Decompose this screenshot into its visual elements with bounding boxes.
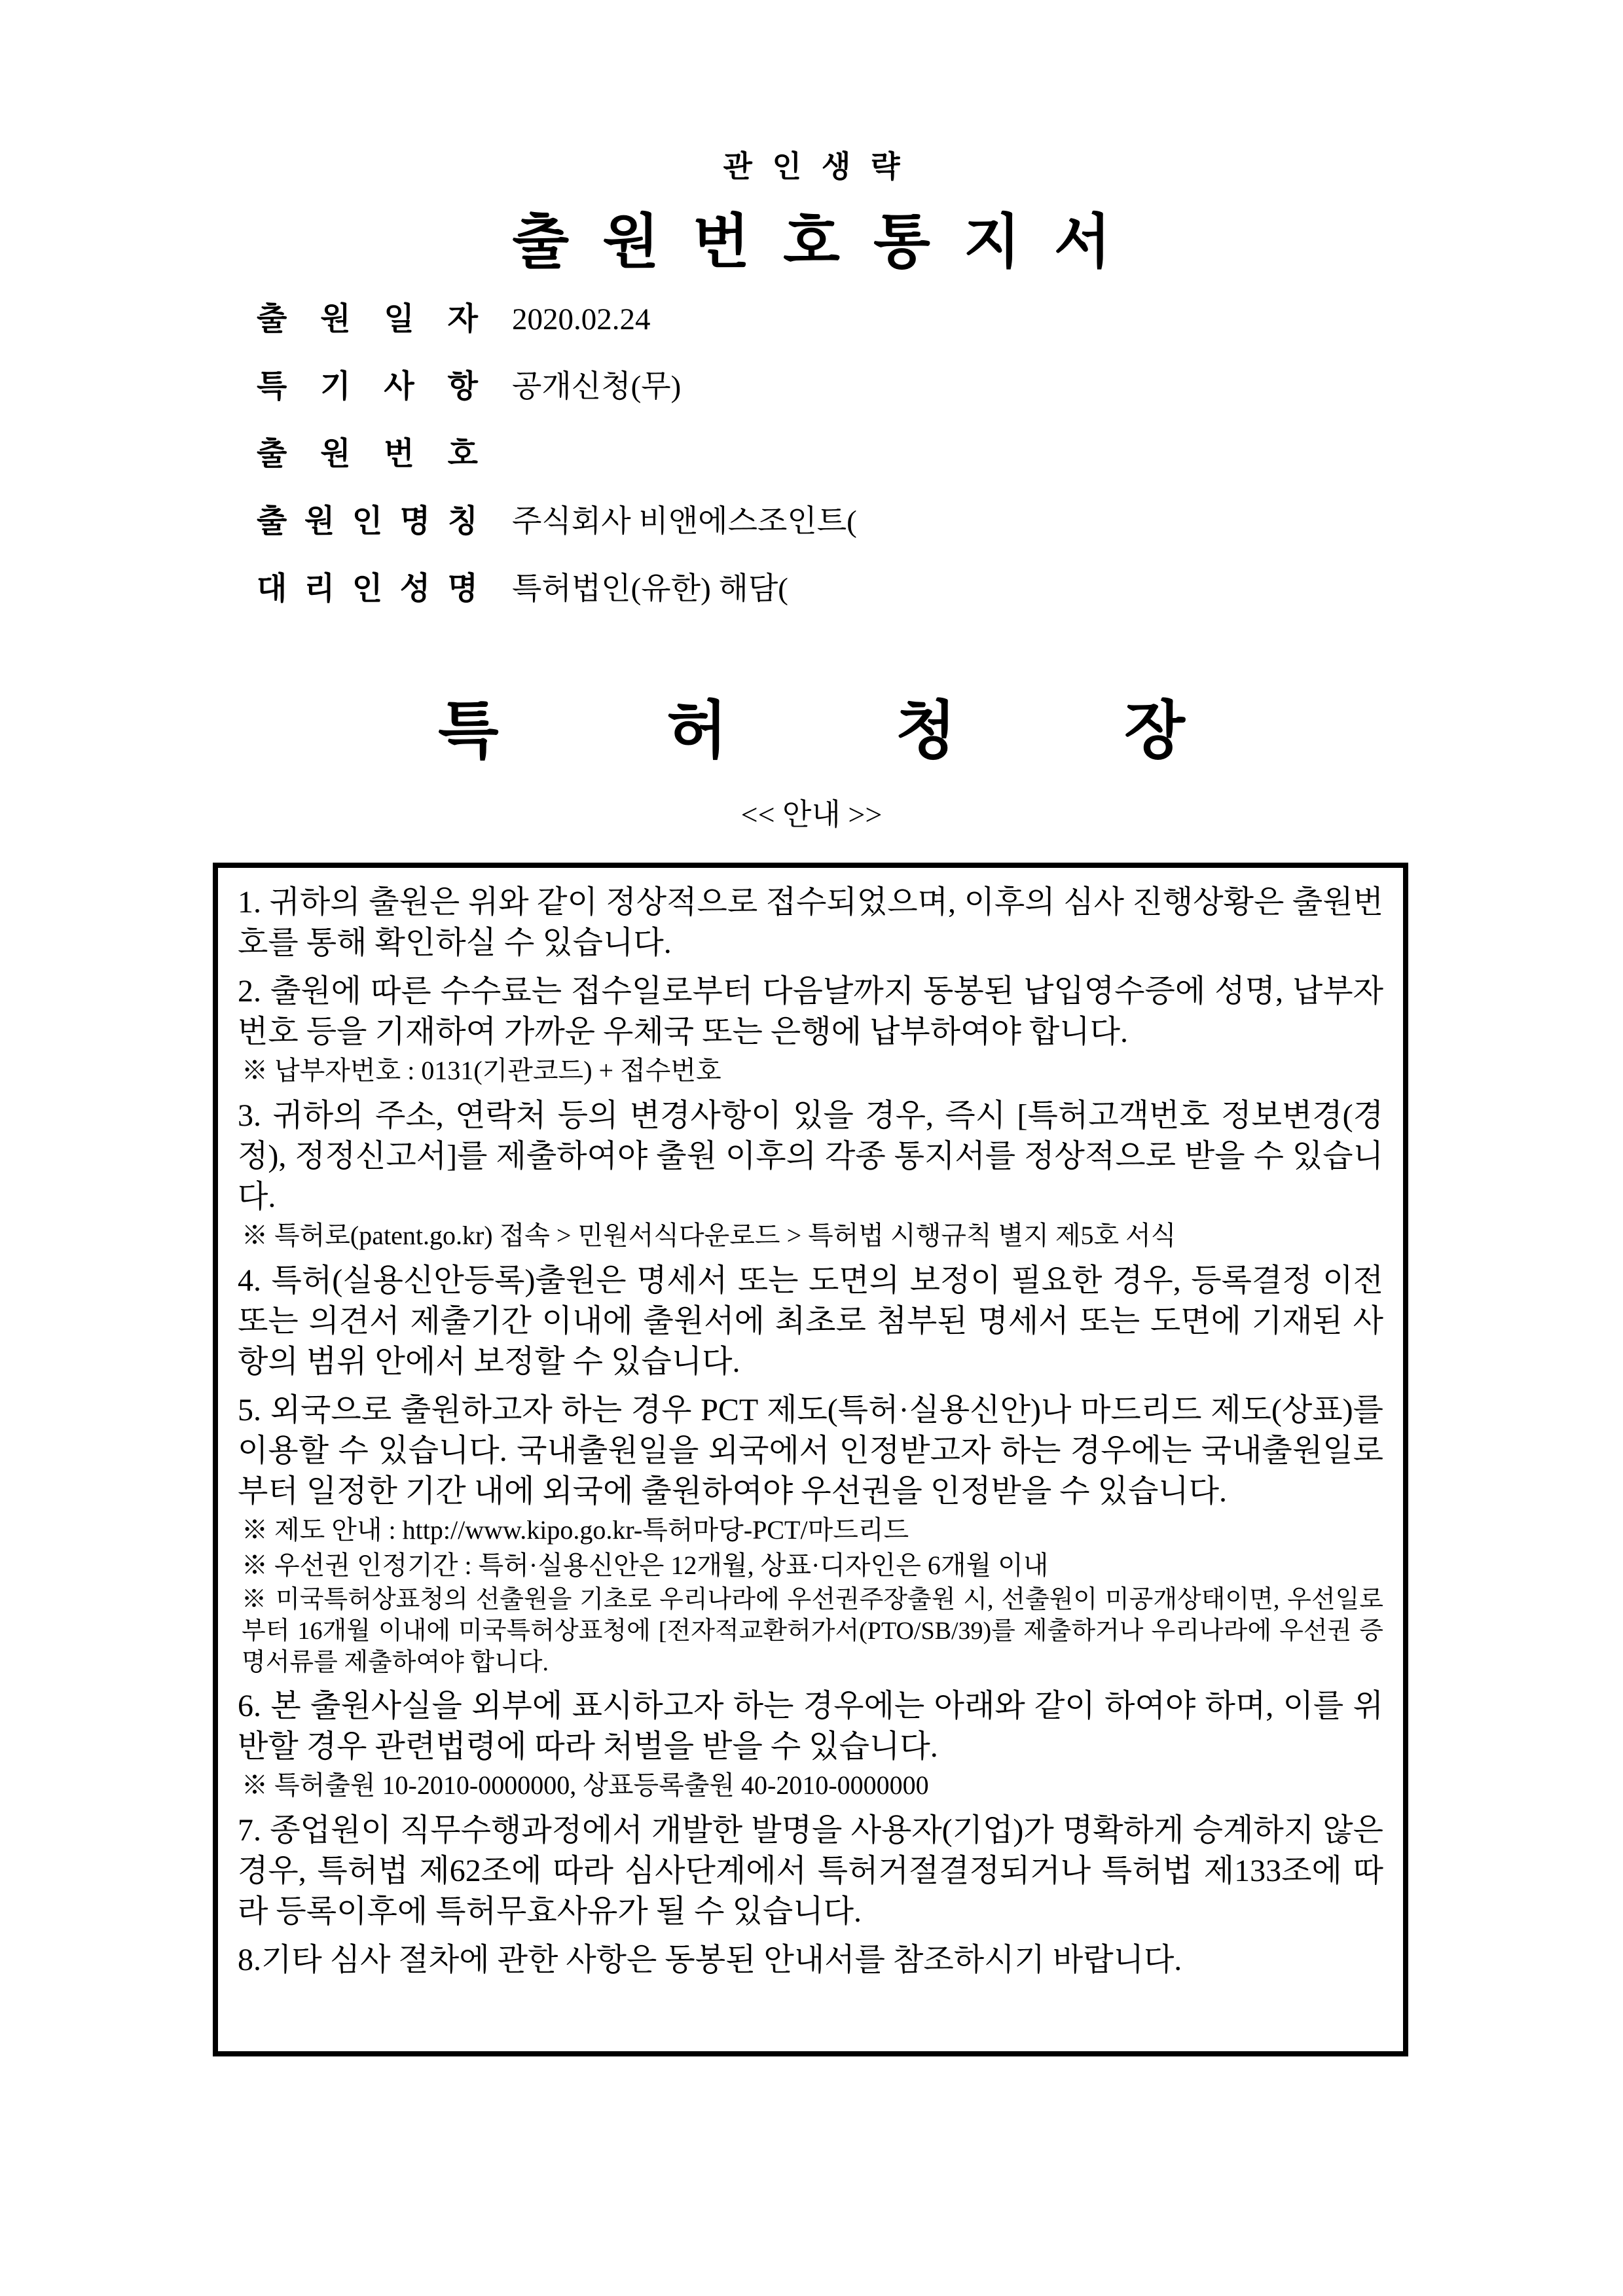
seal-omitted-text: 관 인 생 략: [723, 149, 906, 183]
notice-item-text: 2. 출원에 따른 수수료는 접수일로부터 다음날까지 동봉된 납입영수증에 성명, 납부자번호 등을 기재하여 가까운 우체국 또는 은행에 납부하여야 합니다.: [238, 974, 1383, 1049]
field-row-applicant-name: [257, 495, 1370, 563]
notice-item-7: [238, 1810, 1383, 1932]
notice-item-text: 8.기타 심사 절차에 관한 사항은 동봉된 안내서를 참조하시기 바랍니다.: [238, 1943, 1182, 1977]
field-value: 2020.02.24: [512, 302, 651, 336]
notice-item-5: [238, 1390, 1383, 1678]
notice-item-note: ※ 우선권 인정기간 : 특허·실용신안은 12개월, 상표·디자인은 6개월 이내: [242, 1551, 1049, 1580]
notice-item-text: 1. 귀하의 출원은 위와 같이 정상적으로 접수되었으며, 이후의 심사 진행상황은 출원번호를 통해 확인하실 수 있습니다.: [238, 885, 1383, 960]
field-row-special-note: [257, 361, 1370, 428]
field-value: 특허법인(유한) 해담(: [512, 572, 788, 606]
notice-item-2: [238, 971, 1383, 1088]
document-title-text: 출 원 번 호 통 지 서: [512, 209, 1120, 275]
field-label: 출 원 인 명 칭: [257, 504, 478, 539]
notice-item-note: ※ 제도 안내 : http://www.kipo.go.kr-특허마당-PCT/마드리드: [242, 1515, 909, 1545]
field-label: 특 기 사 항: [257, 369, 478, 404]
notice-item-8: [238, 1940, 1383, 1981]
field-label: 대 리 인 성 명: [257, 571, 478, 606]
notice-item-text: 5. 외국으로 출원하고자 하는 경우 PCT 제도(특허·실용신안)나 마드리드 제도(상표)를 이용할 수 있습니다. 국내출원일을 외국에서 인정받고자 하는 경우에는 국내출원일로부터 일정한 기간 내에 외국에 출원하여야 우선권을 인정받을 수 있습니다.: [238, 1393, 1383, 1509]
commissioner-title: [0, 681, 1623, 770]
notice-item-text: 7. 종업원이 직무수행과정에서 개발한 발명을 사용자(기업)가 명확하게 승계하지 않은 경우, 특허법 제62조에 따라 심사단계에서 특허거절결정되거나 특허법 제133조에 따라 등록이후에 특허무효사유가 될 수 있습니다.: [238, 1813, 1383, 1929]
notice-item-3: [238, 1096, 1383, 1253]
field-label: 출 원 일 자: [257, 302, 478, 336]
notice-item-text: 3. 귀하의 주소, 연락처 등의 변경사항이 있을 경우, 즉시 [특허고객번호 정보변경(경정), 정정신고서]를 제출하여야 출원 이후의 각종 통지서를 정상적으로 받을 수 있습니다.: [238, 1098, 1383, 1214]
notice-item-4: [238, 1261, 1383, 1382]
guide-heading: << 안내 >>: [740, 798, 883, 831]
field-label: 출 원 번 호: [257, 437, 478, 471]
document-title: [0, 194, 1623, 279]
notice-item-6: [238, 1686, 1383, 1803]
notice-item-note: ※ 미국특허상표청의 선출원을 기초로 우리나라에 우선권주장출원 시, 선출원이 미공개상태이면, 우선일로부터 16개월 이내에 미국특허상표청에 [전자적교환허가서(PTO/SB/39)를 제출하거나 우리나라에 우선권 증명서류를 제출하여야 합니다.: [242, 1586, 1383, 1676]
seal-omitted-note: [0, 143, 1623, 186]
notice-box: [213, 863, 1408, 2056]
field-value: 주식회사 비앤에스조인트(: [512, 505, 857, 539]
application-fields: [257, 293, 1370, 630]
notice-item-note: ※ 특허출원 10-2010-0000000, 상표등록출원 40-2010-0000000: [242, 1770, 929, 1800]
notice-item-note: ※ 납부자번호 : 0131(기관코드) + 접수번호: [242, 1056, 721, 1085]
field-row-application-number: [257, 428, 1370, 495]
notice-item-text: 6. 본 출원사실을 외부에 표시하고자 하는 경우에는 아래와 같이 하여야 하며, 이를 위반할 경우 관련법령에 따라 처벌을 받을 수 있습니다.: [238, 1689, 1383, 1764]
field-value: 공개신청(무): [512, 370, 682, 404]
notice-item-note: ※ 특허로(patent.go.kr) 접속 > 민원서식다운로드 > 특허법 시행규칙 별지 제5호 서식: [242, 1221, 1176, 1250]
field-row-agent-name: [257, 563, 1370, 630]
notice-item-text: 4. 특허(실용신안등록)출원은 명세서 또는 도면의 보정이 필요한 경우, 등록결정 이전 또는 의견서 제출기간 이내에 출원서에 최초로 첨부된 명세서 또는 도면에 기재된 사항의 범위 안에서 보정할 수 있습니다.: [238, 1263, 1383, 1379]
notice-item-1: [238, 882, 1383, 963]
field-row-application-date: [257, 293, 1370, 361]
commissioner-title-text: 특 허 청 장: [438, 696, 1260, 766]
